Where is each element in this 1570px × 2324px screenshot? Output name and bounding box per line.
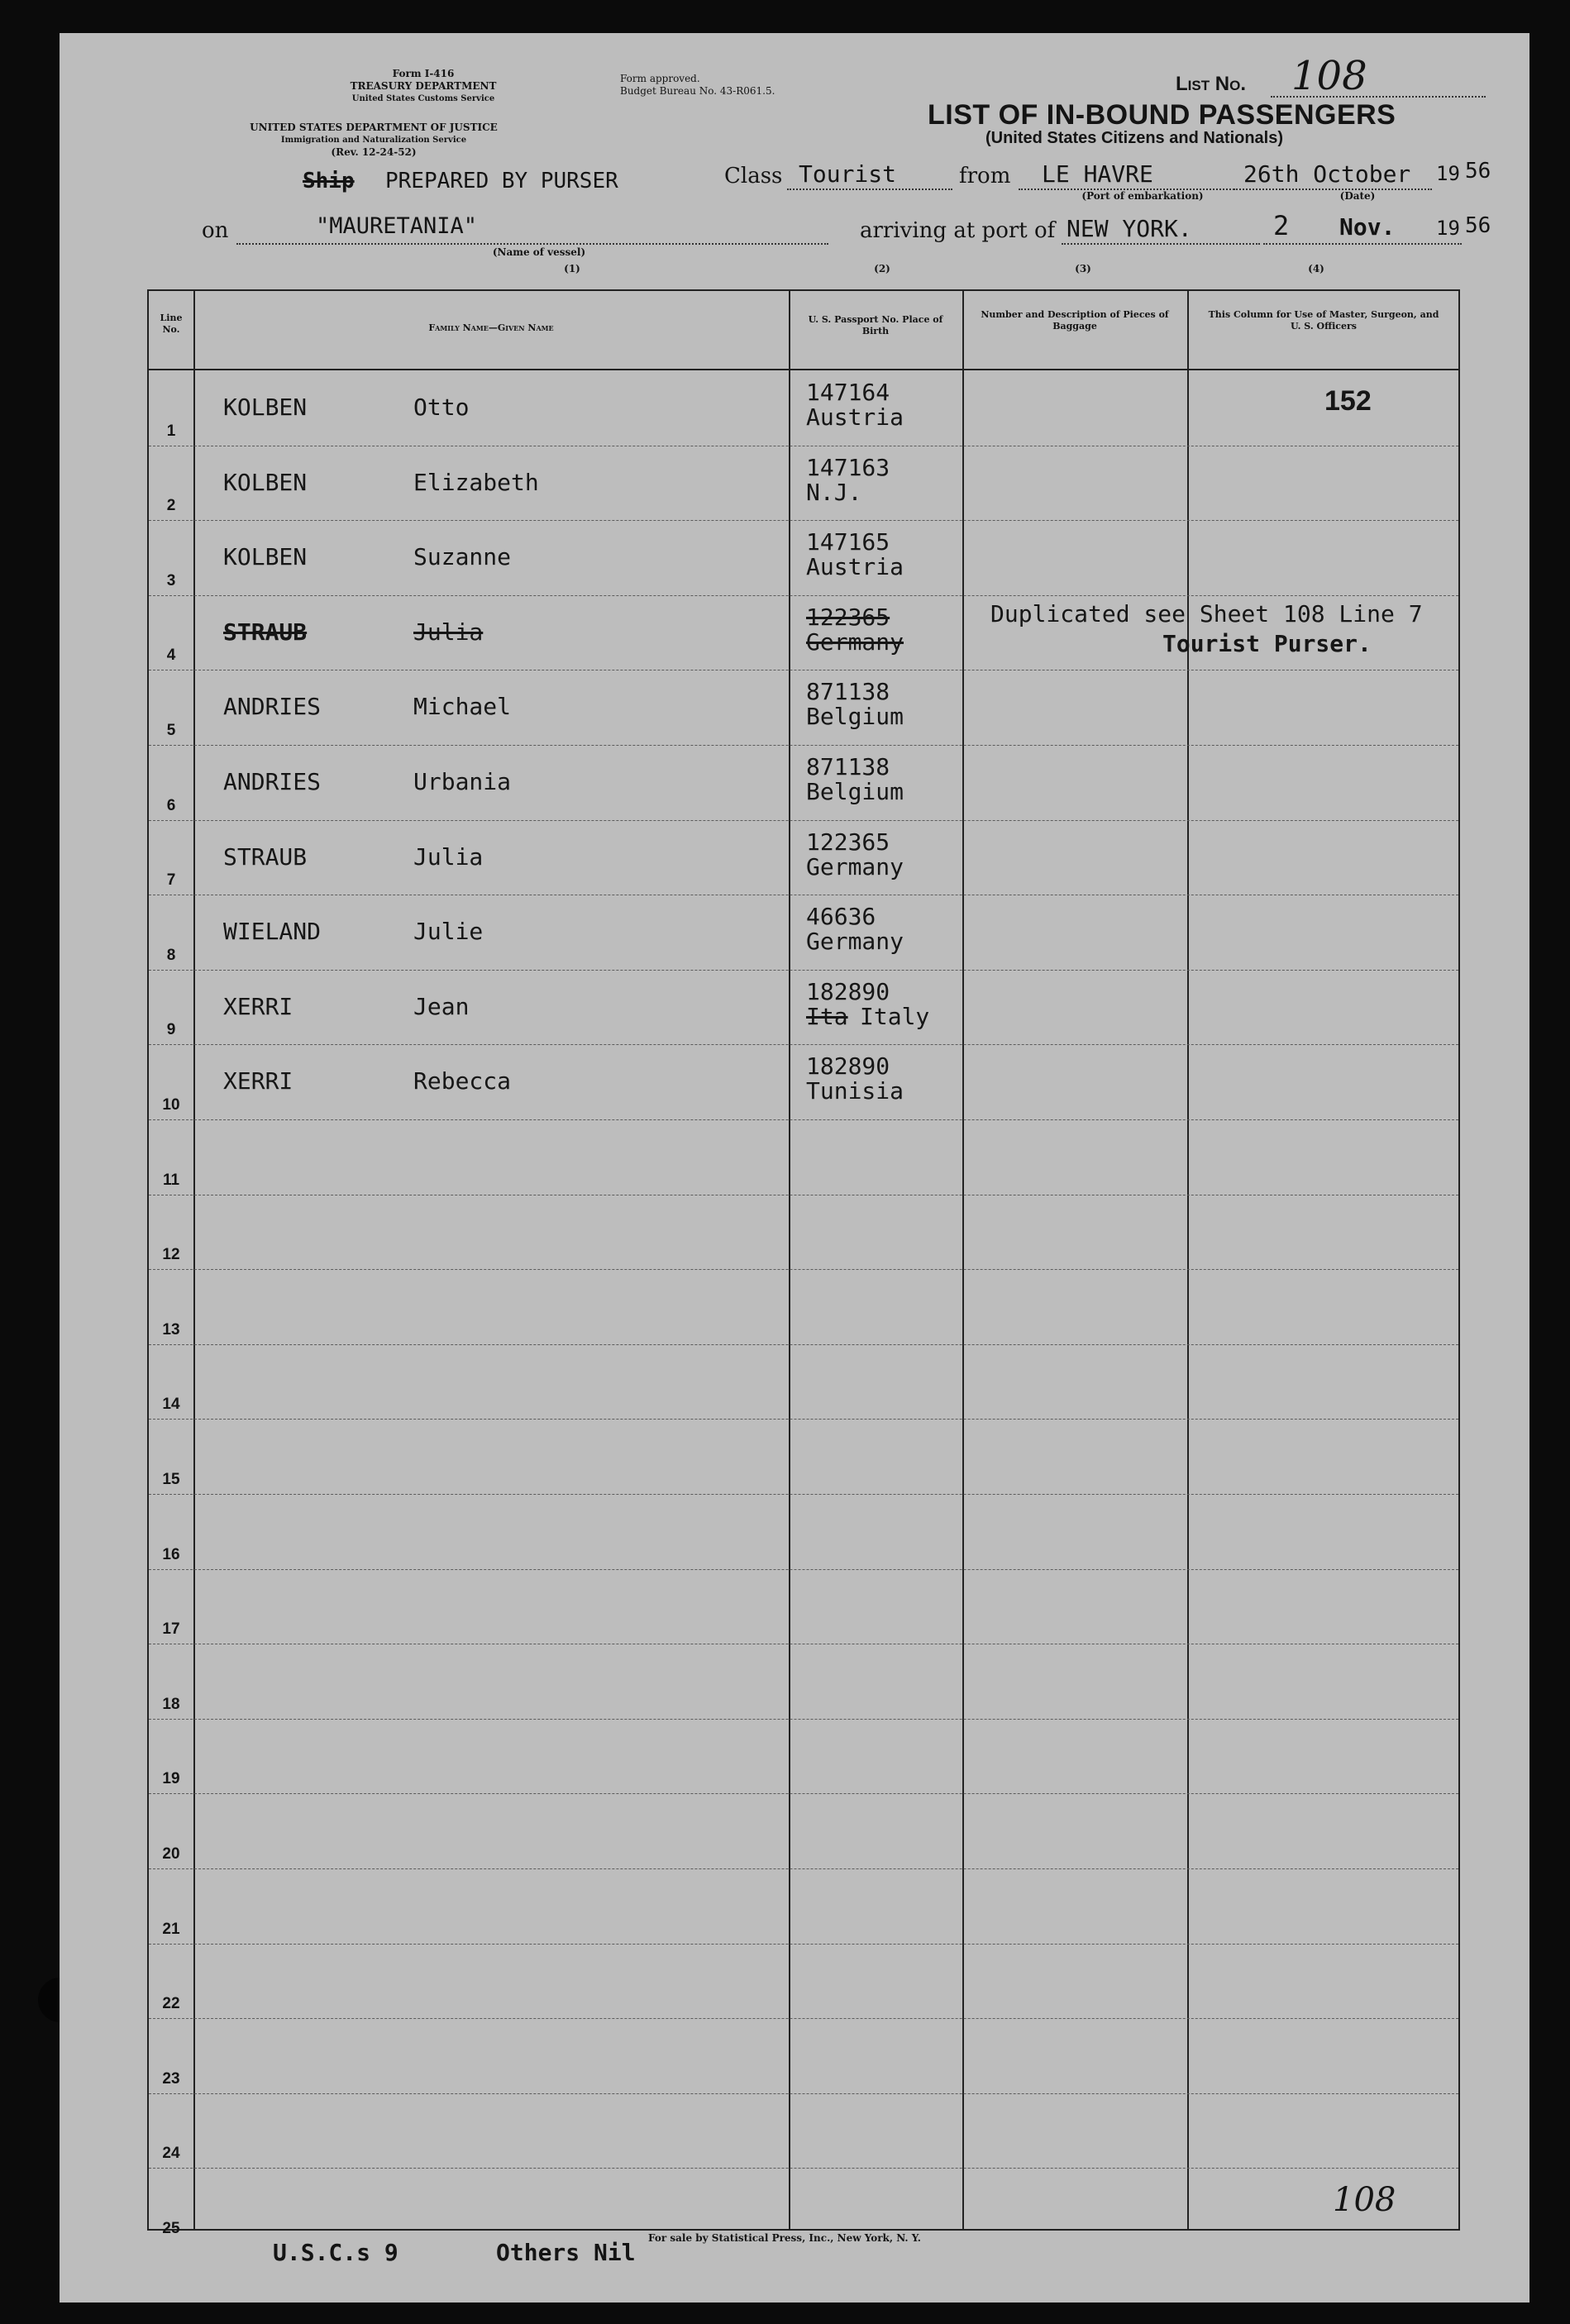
line-number: 23 [162,2069,180,2088]
line-number: 2 [166,497,176,515]
vessel-name: "MAURETANIA" [316,213,478,239]
row-rule [149,745,1458,746]
passport-number: 122365 [806,603,890,631]
form-department: TREASURY DEPARTMENT [350,80,497,92]
passenger-given-name: Urbania [413,768,512,795]
passenger-family-name: KOLBEN [223,543,308,571]
row-rule [149,1494,1458,1495]
line-number: 25 [162,2220,180,2237]
header-rule [149,369,1458,370]
passenger-family-name: WIELAND [223,918,322,946]
line-number: 13 [162,1320,180,1339]
passport-number: 46636 [806,903,876,931]
from-value: LE HAVRE [1042,160,1153,188]
uscs-count: U.S.C.s 9 [273,2239,398,2266]
prepared-by: PREPARED BY PURSER [385,169,618,193]
col-header-name: Family Name—Given Name [428,322,554,333]
immigration-service: Immigration and Naturalization Service [280,136,467,145]
col-header-line-no: Line No. [160,313,183,335]
passport-number: 182890 [806,977,890,1005]
col-header-passport: U. S. Passport No. Place of Birth [808,314,943,336]
line-number: 9 [166,1021,176,1039]
birthplace: Germany [806,928,904,956]
row-rule [149,820,1458,821]
class-label: Class [724,164,783,188]
on-label: on [202,218,229,243]
birthplace: Tunisia [806,1077,904,1105]
purser-signature: Tourist Purser. [1162,629,1372,657]
line-number: 22 [162,1995,180,2013]
line-number: 16 [162,1545,180,1563]
row-rule [149,1569,1458,1570]
row-rule [149,2168,1458,2169]
arriving-label: arriving at port of [860,218,1056,243]
class-value: Tourist [799,160,897,188]
row-rule [149,1119,1458,1120]
duplicate-note: Duplicated see Sheet 108 Line 7 [990,599,1423,628]
row-rule [149,1719,1458,1720]
row-rule [149,1868,1458,1869]
passenger-given-name: Michael [413,693,512,721]
birthplace: Germany [806,628,904,656]
form-approved: Form approved. [620,73,700,84]
col-number-4: (4) [1308,263,1324,274]
passport-number: 182890 [806,1052,890,1081]
birthplace: N.J. [806,478,862,506]
column-divider [1187,291,1189,2229]
birthplace: Italy [860,1002,930,1030]
list-no-label: List No. [1176,73,1246,95]
line-number: 5 [166,722,176,739]
passenger-family-name: STRAUB [223,842,308,871]
passenger-table [147,289,1460,2237]
departure-year-prefix: 19 [1436,162,1460,185]
passenger-given-name: Elizabeth [413,468,539,496]
bottom-page-number: 108 [1333,2181,1396,2219]
line-number: 7 [166,871,176,890]
row-rule [149,1793,1458,1794]
date-caption: (Date) [1339,190,1376,202]
passport-number: 147164 [806,379,890,406]
passport-number: 871138 [806,753,890,780]
arrival-date-underline [1263,243,1462,245]
line-number: 10 [162,1096,180,1114]
list-no-value: 108 [1291,53,1367,99]
row-rule [149,520,1458,521]
col-header-officers: This Column for Use of Master, Surgeon, and U. S. Officers [1208,309,1439,332]
line-number: 17 [162,1620,180,1639]
line-number: 6 [166,796,176,814]
form-service: United States Customs Service [351,94,495,103]
col-number-1: (1) [564,263,580,274]
line-number: 15 [162,1471,180,1488]
arrival-port-underline [1062,243,1260,245]
column-divider [193,291,195,2229]
row-rule [149,1269,1458,1270]
row-rule [149,2093,1458,2094]
line-number: 19 [162,1770,180,1788]
passenger-given-name: Julia [413,618,484,646]
passport-number: 147163 [806,453,890,481]
line-number: 24 [162,2145,180,2163]
line-number: 18 [162,1695,180,1713]
line-number: 21 [162,1920,180,1938]
passenger-family-name: XERRI [223,1067,293,1095]
arrival-year: 56 [1465,213,1491,238]
port-caption: (Port of embarkation) [1081,190,1204,202]
class-underline [787,188,952,190]
arrival-year-prefix: 19 [1436,217,1460,240]
passenger-given-name: Jean [413,992,470,1020]
passenger-given-name: Suzanne [413,543,512,571]
printer-credit: For sale by Statistical Press, Inc., New York, N. Y. [648,2232,921,2244]
row-rule [149,1944,1458,1945]
passenger-family-name: ANDRIES [223,693,322,721]
revision-date: (Rev. 12-24-52) [331,146,417,158]
arrival-day: 2 [1273,210,1290,241]
line-number: 12 [162,1246,180,1264]
line-number: 4 [166,647,176,665]
passenger-given-name: Julia [413,842,484,871]
row-rule [149,970,1458,971]
justice-dept: UNITED STATES DEPARTMENT OF JUSTICE [250,122,498,133]
others-count: Others Nil [496,2239,636,2266]
line-number: 14 [162,1396,180,1414]
budget-bureau: Budget Bureau No. 43-R061.5. [620,85,775,97]
vessel-underline [236,243,828,245]
line-number: 11 [162,1171,180,1189]
passport-number: 871138 [806,678,890,706]
row-rule [149,595,1458,596]
birthplace: Austria [806,553,904,581]
form-number: Form I-416 [392,68,455,79]
line-number: 3 [166,571,176,589]
birthplace: Germany [806,852,904,880]
col-header-baggage: Number and Description of Pieces of Baggage [981,309,1169,332]
birthplace: Belgium [806,703,904,731]
line-number: 8 [166,946,176,964]
passenger-family-name: KOLBEN [223,394,308,421]
birthplace-struck: Ita [806,1002,848,1030]
passenger-family-name: XERRI [223,992,293,1020]
line-number: 20 [162,1845,180,1863]
vessel-caption: (Name of vessel) [492,246,586,258]
from-label: from [959,164,1011,188]
birthplace: Austria [806,403,904,431]
prepared-struck-word: Ship [303,169,355,193]
passenger-manifest-sheet [60,33,1529,2303]
line-number: 1 [166,422,176,440]
col-number-2: (2) [874,263,890,274]
row-rule [149,2018,1458,2019]
departure-date: 26th October [1243,160,1411,188]
row-rule [149,1344,1458,1345]
page-subtitle: (United States Citizens and Nationals) [985,129,1284,147]
passenger-given-name: Otto [413,394,470,421]
row-rule [149,1419,1458,1420]
page-title: LIST OF IN-BOUND PASSENGERS [928,99,1396,131]
arrival-month: Nov. [1339,213,1396,241]
departure-year: 56 [1465,159,1491,184]
officer-note: 152 [1324,385,1372,417]
row-rule [149,1044,1458,1045]
passenger-family-name: KOLBEN [223,468,308,496]
passport-number: 147165 [806,528,890,556]
col-number-3: (3) [1075,263,1091,274]
passport-number: 122365 [806,828,890,856]
passenger-given-name: Julie [413,918,484,946]
arrival-port: NEW YORK. [1067,215,1192,242]
passenger-given-name: Rebecca [413,1067,512,1095]
passenger-family-name: ANDRIES [223,768,322,795]
column-divider [962,291,964,2229]
passenger-family-name: STRAUB [223,618,308,646]
column-divider [789,291,790,2229]
birthplace: Belgium [806,778,904,805]
